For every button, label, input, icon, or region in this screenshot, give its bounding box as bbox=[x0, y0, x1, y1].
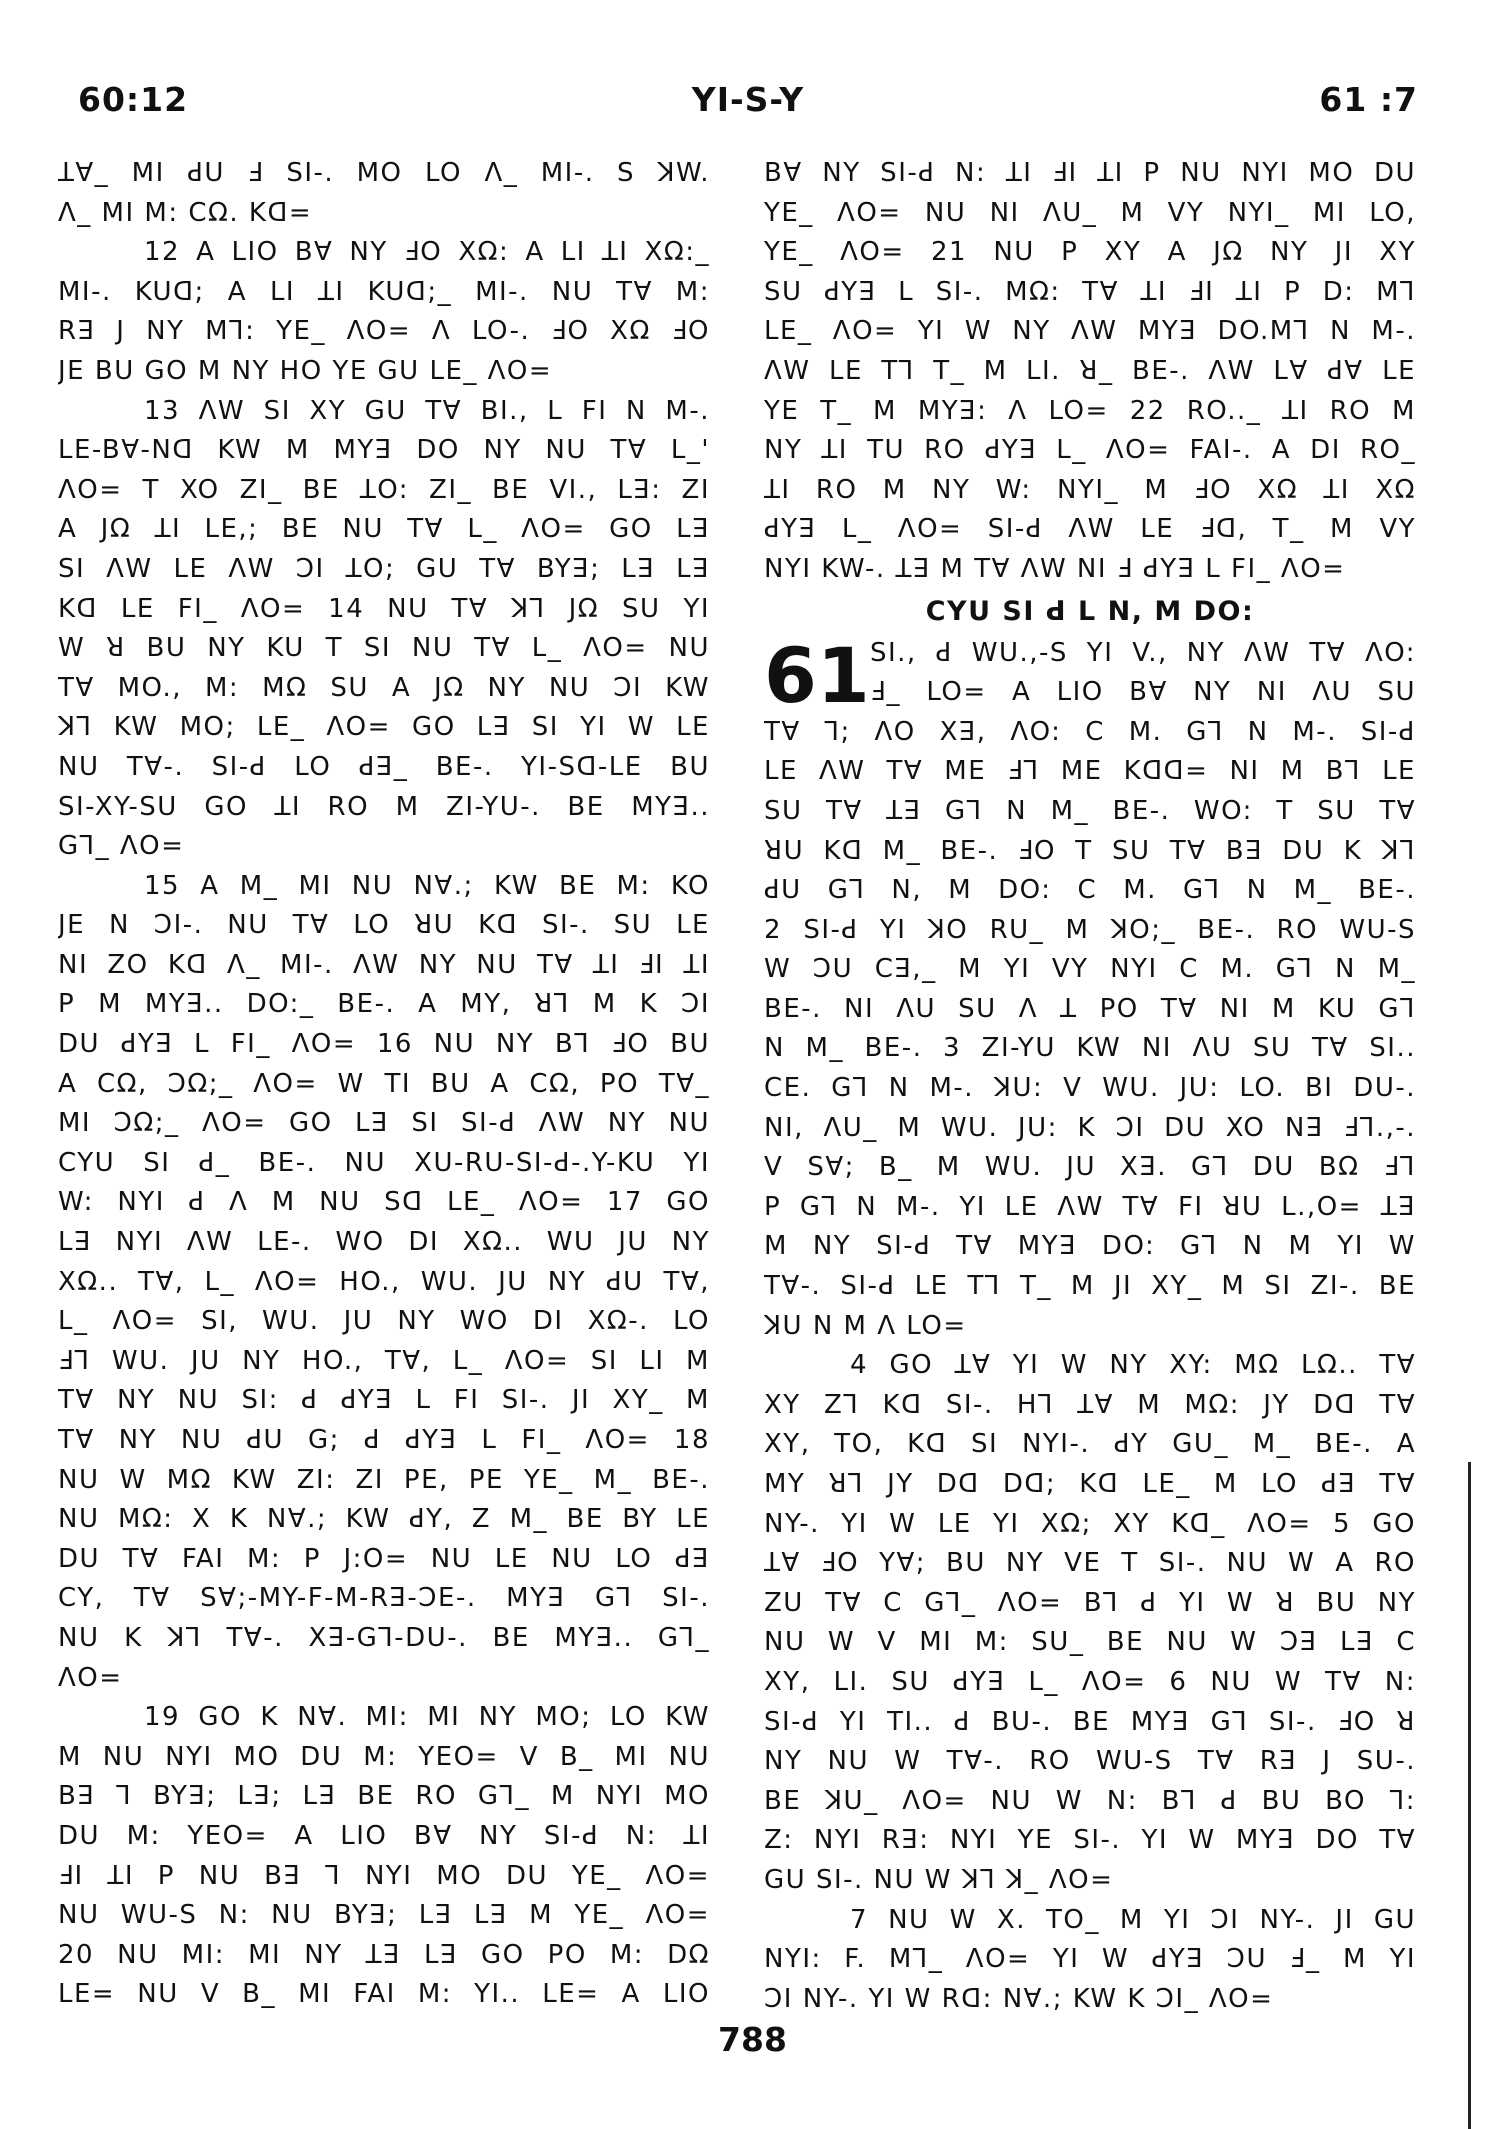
text-line: Tꓯ-. SI-ꓒ LE Tꓶ T_ M JI XY_ M SI ZI-. BE bbox=[764, 1271, 1416, 1302]
text-line: CE. Gꓶ N M-. ꓘU: V WU. JU: LO. BI DU-. bbox=[764, 1073, 1416, 1104]
text-line: P Gꓶ N M-. YI LE ꓥW Tꓯ FI ꓤU L.,O= ꓕꓱ bbox=[764, 1191, 1416, 1222]
text-line: ꓕꓯ ꓞO Yꓯ; BU NY VE T SI-. NU W A RO bbox=[764, 1548, 1416, 1579]
text-line: SI-XY-SU GO ꓕI RO M ZI-YU-. BE MYꓱ.. bbox=[58, 791, 710, 822]
text-line: DU Tꓯ FAI M: P J:O= NU LE NU LO ꓒꓱ bbox=[58, 1543, 710, 1574]
text-line: YE T_ M MYꓱ: ꓥ LO= 22 RO.._ ꓕI RO M bbox=[764, 395, 1416, 426]
text-line: ꓥO= bbox=[58, 1662, 123, 1693]
text-line: GU SI-. NU W ꓘꓶ ꓘ_ ꓥO= bbox=[764, 1864, 1114, 1895]
text-line: NY-. YI W LE YI XΩ; XY Kꓷ_ ꓥO= 5 GO bbox=[764, 1508, 1416, 1539]
text-line: 7 NU W X. TO_ M YI ꓛI NY-. JI GU bbox=[850, 1904, 1416, 1935]
text-line: XY, TO, Kꓷ SI NYI-. ꓒY GU_ M_ BE-. A bbox=[764, 1429, 1416, 1460]
text-line: XΩ.. Tꓯ, L_ ꓥO= HO., WU. JU NY ꓒU Tꓯ, bbox=[58, 1266, 710, 1297]
text-line: SI ꓥW LE ꓥW ꓛI ꓕO; GU Tꓯ BYꓱ; Lꓱ Lꓱ bbox=[58, 553, 710, 584]
text-line: SI., ꓒ WU.,-S YI V., NY ꓥW Tꓯ ꓥO: bbox=[870, 637, 1416, 668]
chapter-heading: CYU SI ꓒ L N, M DO: bbox=[925, 595, 1255, 627]
text-line: NY NU W Tꓯ-. RO WU-S Tꓯ Rꓱ J SU-. bbox=[764, 1746, 1416, 1777]
text-line: NU Tꓯ-. SI-ꓒ LO ꓒꓱ_ BE-. YI-Sꓷ-LE BU bbox=[58, 751, 710, 782]
text-line: ꓒYꓱ L_ ꓥO= SI-ꓒ ꓥW LE ꓞꓷ, T_ M VY bbox=[764, 514, 1416, 545]
text-line: 13 ꓥW SI XY GU Tꓯ BI., L FI N M-. bbox=[144, 395, 710, 426]
text-line: Bꓱ ꓶ BYꓱ; Lꓱ; Lꓱ BE RO Gꓶ_ M NYI MO bbox=[58, 1781, 710, 1812]
text-line: ꓥW LE Tꓶ T_ M LI. ꓤ_ BE-. ꓥW Lꓯ ꓒꓯ LE bbox=[764, 355, 1416, 386]
text-line: Lꓱ NYI ꓥW LE-. WO DI XΩ.. WU JU NY bbox=[58, 1227, 710, 1258]
text-line: Rꓱ J NY Mꓶ: YE_ ꓥO= ꓥ LO-. ꓞO XΩ ꓞO bbox=[58, 316, 710, 347]
text-line: W ꓤ BU NY KU T SI NU Tꓯ L_ ꓥO= NU bbox=[58, 633, 710, 664]
text-line: MI ꓛΩ;_ ꓥO= GO Lꓱ SI SI-ꓒ ꓥW NY NU bbox=[58, 1108, 710, 1139]
text-line: Bꓯ NY SI-ꓒ N: ꓕI ꓞI ꓕI P NU NYI MO DU bbox=[764, 158, 1416, 188]
text-line: XY Zꓶ Kꓷ SI-. Hꓶ ꓕꓯ M MΩ: JY Dꓷ Tꓯ bbox=[764, 1389, 1416, 1420]
text-line: SI-ꓒ YI TI.. ꓒ BU-. BE MYꓱ Gꓶ SI-. ꓞO ꓤ bbox=[764, 1706, 1416, 1737]
text-line: ꓛI NY-. YI W Rꓷ: Nꓯ.; KW K ꓛI_ ꓥO= bbox=[764, 1983, 1274, 2014]
chapter-number: 61 bbox=[764, 630, 870, 720]
text-line: Tꓯ NY NU ꓒU G; ꓒ ꓒYꓱ L FI_ ꓥO= 18 bbox=[58, 1425, 710, 1455]
text-line: MY ꓤꓶ JY Dꓷ Dꓷ; Kꓷ LE_ M LO ꓒꓱ Tꓯ bbox=[764, 1469, 1416, 1499]
text-line: MI-. KUꓷ; A LI ꓕI KUꓷ;_ MI-. NU Tꓯ M: bbox=[58, 276, 710, 307]
text-line: BE ꓘU_ ꓥO= NU W N: Bꓶ ꓒ BU BO ꓶ: bbox=[764, 1785, 1416, 1816]
text-line: 20 NU MI: MI NY ꓕꓱ Lꓱ GO PO M: DΩ bbox=[58, 1939, 710, 1970]
text-line: DU M: YEO= A LIO Bꓯ NY SI-ꓒ N: ꓕI bbox=[58, 1820, 710, 1851]
text-line: ꓥO= T XO ZI_ BE ꓕO: ZI_ BE VI., Lꓱ: ZI bbox=[58, 474, 710, 505]
header-right-ref: 61 :7 bbox=[1319, 80, 1418, 119]
page-edge-line bbox=[1468, 1462, 1471, 2129]
text-line: ZU Tꓯ C Gꓶ_ ꓥO= Bꓶ ꓒ YI W ꓤ BU NY bbox=[764, 1587, 1416, 1618]
text-line: CYU SI ꓒ_ BE-. NU XU-RU-SI-ꓒ-.Y-KU YI bbox=[58, 1147, 710, 1178]
text-line: NU K ꓘꓶ Tꓯ-. Xꓱ-Gꓶ-DU-. BE MYꓱ.. Gꓶ_ bbox=[58, 1622, 710, 1653]
text-line: Tꓯ MO., M: MΩ SU A JΩ NY NU ꓛI KW bbox=[58, 672, 710, 703]
text-line: YE_ ꓥO= NU NI ꓥU_ M VY NYI_ MI LO, bbox=[764, 197, 1416, 228]
text-line: SU Tꓯ ꓕꓱ Gꓶ N M_ BE-. WO: T SU Tꓯ bbox=[764, 795, 1416, 826]
text-line: Tꓯ NY NU SI: ꓒ ꓒYꓱ L FI SI-. JI XY_ M bbox=[58, 1385, 710, 1416]
text-line: BE-. NI ꓥU SU ꓥ ꓕ PO Tꓯ NI M KU Gꓶ bbox=[764, 993, 1416, 1024]
text-line: ꓘꓶ KW MO; LE_ ꓥO= GO Lꓱ SI YI W LE bbox=[58, 712, 710, 743]
text-line: 4 GO ꓕꓯ YI W NY XY: MΩ LΩ.. Tꓯ bbox=[850, 1350, 1416, 1381]
text-line: V Sꓯ; B_ M WU. JU Xꓱ. Gꓶ DU BΩ ꓞꓶ bbox=[764, 1152, 1416, 1183]
text-line: P M MYꓱ.. DO:_ BE-. A MY, ꓤꓶ M K ꓛI bbox=[58, 989, 710, 1020]
text-line: M NU NYI MO DU M: YEO= V B_ MI NU bbox=[58, 1741, 710, 1772]
text-line: M NY SI-ꓒ Tꓯ MYꓱ DO: Gꓶ N M YI W bbox=[764, 1231, 1416, 1262]
text-line: 15 A M_ MI NU Nꓯ.; KW BE M: KO bbox=[144, 870, 710, 901]
text-line: ꓘU N M ꓥ LO= bbox=[764, 1310, 967, 1341]
text-line: NU MΩ: X K Nꓯ.; KW ꓒY, Z M_ BE BY LE bbox=[58, 1504, 710, 1535]
text-line: XY, LI. SU ꓒYꓱ L_ ꓥO= 6 NU W Tꓯ N: bbox=[764, 1666, 1416, 1697]
page-number: 788 bbox=[718, 2020, 787, 2059]
text-line: Tꓯ ꓶ; ꓥO Xꓱ, ꓥO: C M. Gꓶ N M-. SI-ꓒ bbox=[764, 716, 1416, 747]
right-column-continuation bbox=[764, 154, 1416, 590]
left-column bbox=[58, 154, 710, 2015]
book-title: YI-S-Y bbox=[691, 80, 805, 119]
text-line: ꓥ_ MI M: CΩ. Kꓷ= bbox=[58, 197, 313, 228]
text-line: A JΩ ꓕI LE,; BE NU Tꓯ L_ ꓥO= GO Lꓱ bbox=[58, 514, 710, 545]
right-column bbox=[764, 154, 1416, 2019]
text-line: L_ ꓥO= SI, WU. JU NY WO DI XΩ-. LO bbox=[58, 1306, 710, 1337]
text-line: N M_ BE-. 3 ZI-YU KW NI ꓥU SU Tꓯ SI.. bbox=[764, 1033, 1416, 1064]
text-line: 12 A LIO Bꓯ NY ꓞO XΩ: A LI ꓕI XΩ:_ bbox=[144, 237, 710, 268]
text-line: ꓞꓶ WU. JU NY HO., Tꓯ, L_ ꓥO= SI LI M bbox=[58, 1345, 710, 1376]
text-line: 2 SI-ꓒ YI ꓘO RU_ M ꓘO;_ BE-. RO WU-S bbox=[764, 914, 1416, 945]
text-line: LE ꓥW Tꓯ ME ꓞꓶ ME Kꓷꓷ= NI M Bꓶ LE bbox=[764, 756, 1416, 787]
text-line: NU W MΩ KW ZI: ZI PE, PE YE_ M_ BE-. bbox=[58, 1464, 710, 1495]
text-line: NYI: F. Mꓶ_ ꓥO= YI W ꓒYꓱ ꓛU ꓞ_ M YI bbox=[764, 1944, 1416, 1975]
text-line: ꓕꓯ_ MI ꓒU ꓞ SI-. MO LO ꓥ_ MI-. S ꓘW. bbox=[58, 158, 710, 188]
text-line: JE N ꓛI-. NU Tꓯ LO ꓤU Kꓷ SI-. SU LE bbox=[58, 910, 710, 941]
chapter-block bbox=[764, 630, 1416, 2020]
header-left-ref: 60:12 bbox=[78, 80, 189, 119]
text-line: YE_ ꓥO= 21 NU P XY A JΩ NY JI XY bbox=[764, 237, 1416, 268]
text-line: NY ꓕI TU RO ꓒYꓱ L_ ꓥO= FAI-. A DI RO_ bbox=[764, 435, 1416, 466]
text-line: ꓤU Kꓷ M_ BE-. ꓞO T SU Tꓯ Bꓱ DU K ꓘꓶ bbox=[764, 835, 1416, 866]
text-line: ꓞ_ LO= A LIO Bꓯ NY NI ꓥU SU bbox=[870, 677, 1416, 708]
text-line: NU WU-S N: NU BYꓱ; Lꓱ Lꓱ M YE_ ꓥO= bbox=[58, 1900, 710, 1931]
text-line: CY, Tꓯ Sꓯ;-MY-F-M-Rꓱ-ꓛE-. MYꓱ Gꓶ SI-. bbox=[58, 1583, 710, 1614]
text-line: LE= NU V B_ MI FAI M: YI.. LE= A LIO bbox=[58, 1979, 710, 2010]
text-line: ꓒU Gꓶ N, M DO: C M. Gꓶ N M_ BE-. bbox=[764, 875, 1416, 906]
text-line: Kꓷ LE FI_ ꓥO= 14 NU Tꓯ ꓘꓶ JΩ SU YI bbox=[58, 593, 710, 624]
text-line: Gꓶ_ ꓥO= bbox=[58, 831, 185, 862]
chapter-text bbox=[764, 630, 1416, 2020]
text-line: JE BU GO M NY HO YE GU LE_ ꓥO= bbox=[58, 355, 553, 386]
text-line: W: NYI ꓒ ꓥ M NU Sꓷ LE_ ꓥO= 17 GO bbox=[58, 1187, 710, 1218]
text-line: LE-Bꓯ-Nꓷ KW M MYꓱ DO NY NU Tꓯ L_' bbox=[58, 435, 710, 466]
text-line: SU ꓒYꓱ L SI-. MΩ: Tꓯ ꓕI ꓞI ꓕI P D: Mꓶ bbox=[764, 276, 1416, 307]
text-line: NYI KW-. ꓕꓱ M Tꓯ ꓥW NI ꓞ ꓒYꓱ L FI_ ꓥO= bbox=[764, 553, 1346, 584]
text-line: W ꓛU Cꓱ,_ M YI VY NYI C M. Gꓶ N M_ bbox=[764, 954, 1416, 985]
text-line: ꓕI RO M NY W: NYI_ M ꓞO XΩ ꓕI XΩ bbox=[764, 474, 1416, 505]
text-line: LE_ ꓥO= YI W NY ꓥW MYꓱ DO.Mꓶ N M-. bbox=[764, 316, 1416, 347]
text-line: Z: NYI Rꓱ: NYI YE SI-. YI W MYꓱ DO Tꓯ bbox=[764, 1825, 1416, 1856]
text-line: NI, ꓥU_ M WU. JU: K ꓛI DU XO Nꓱ ꓞꓶ.,-. bbox=[764, 1112, 1416, 1143]
text-line: ꓞI ꓕI P NU Bꓱ ꓶ NYI MO DU YE_ ꓥO= bbox=[58, 1860, 710, 1891]
text-line: NU W V MI M: SU_ BE NU W ꓛꓱ Lꓱ C bbox=[764, 1627, 1416, 1658]
text-line: A CΩ, ꓛΩ;_ ꓥO= W TI BU A CΩ, PO Tꓯ_ bbox=[58, 1068, 710, 1099]
page-header bbox=[78, 80, 1418, 124]
text-line: NI ZO Kꓷ ꓥ_ MI-. ꓥW NY NU Tꓯ ꓕI ꓞI ꓕI bbox=[58, 949, 710, 980]
text-line: DU ꓒYꓱ L FI_ ꓥO= 16 NU NY Bꓶ ꓞO BU bbox=[58, 1029, 710, 1060]
text-line: 19 GO K Nꓯ. MI: MI NY MO; LO KW bbox=[144, 1702, 710, 1733]
